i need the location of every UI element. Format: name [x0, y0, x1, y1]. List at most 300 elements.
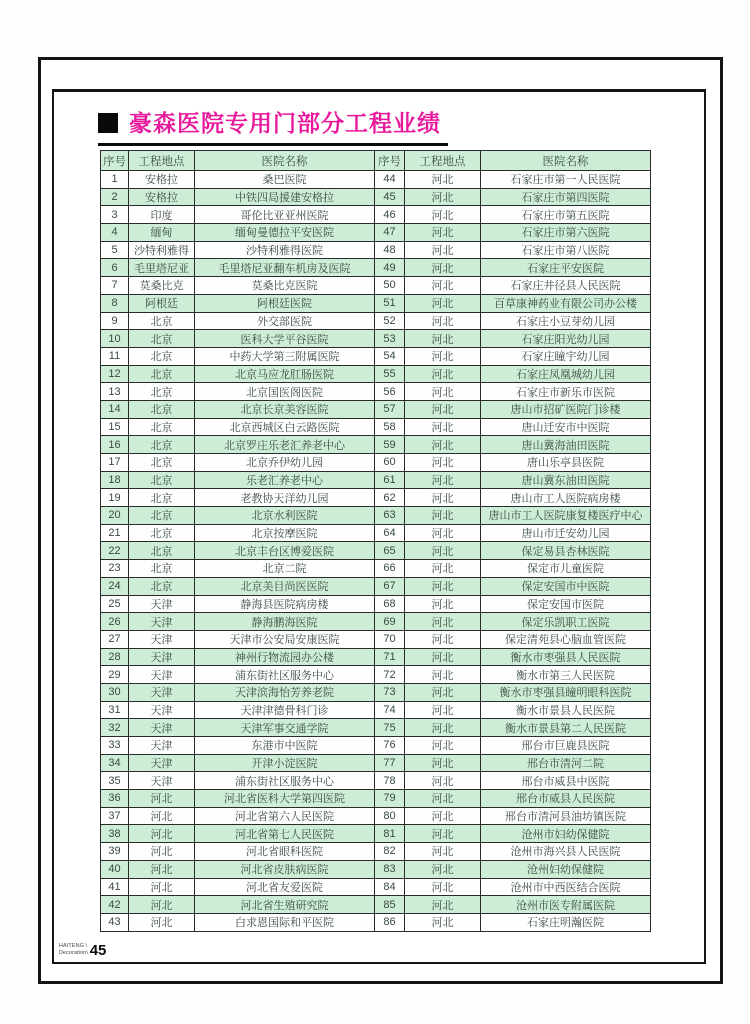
cell-no-right: 85: [375, 896, 405, 914]
table-row: [101, 542, 651, 560]
cell-no-left: 36: [101, 790, 129, 808]
table-row: [101, 524, 651, 542]
cell-location-right: 河北: [405, 383, 481, 401]
cell-location-right: 河北: [405, 630, 481, 648]
cell-no-left: 37: [101, 807, 129, 825]
cell-hospital-left: 开津小淀医院: [195, 754, 375, 772]
table-row: [101, 259, 651, 277]
cell-location-left: 北京: [129, 507, 195, 525]
table-row: [101, 701, 651, 719]
cell-hospital-left: 北京按摩医院: [195, 524, 375, 542]
cell-no-right: 47: [375, 224, 405, 242]
table-row: [101, 436, 651, 454]
cell-no-right: 69: [375, 613, 405, 631]
cell-no-left: 9: [101, 312, 129, 330]
cell-no-right: 51: [375, 294, 405, 312]
cell-location-right: 河北: [405, 489, 481, 507]
cell-location-right: 河北: [405, 507, 481, 525]
cell-no-left: 24: [101, 577, 129, 595]
inner-border-frame: [52, 89, 706, 964]
cell-hospital-right: 衡水市景县人民医院: [481, 701, 651, 719]
cell-hospital-right: 沧州妇幼保健院: [481, 860, 651, 878]
cell-location-left: 天津: [129, 719, 195, 737]
col-header-location-left: 工程地点: [129, 151, 195, 171]
cell-location-left: 北京: [129, 330, 195, 348]
table-row: [101, 825, 651, 843]
cell-no-left: 15: [101, 418, 129, 436]
cell-hospital-left: 北京长京美容医院: [195, 400, 375, 418]
cell-hospital-right: 沧州市妇幼保健院: [481, 825, 651, 843]
table-row: [101, 507, 651, 525]
cell-location-right: 河北: [405, 347, 481, 365]
cell-no-right: 67: [375, 577, 405, 595]
cell-no-right: 50: [375, 277, 405, 295]
cell-location-right: 河北: [405, 560, 481, 578]
cell-location-left: 毛里塔尼亚: [129, 259, 195, 277]
table-row: [101, 454, 651, 472]
cell-no-right: 60: [375, 454, 405, 472]
cell-location-right: 河北: [405, 206, 481, 224]
cell-hospital-right: 百草康神药业有限公司办公楼: [481, 294, 651, 312]
cell-hospital-right: 石家庄瞳宇幼儿园: [481, 347, 651, 365]
cell-hospital-left: 天津军事交通学院: [195, 719, 375, 737]
cell-hospital-right: 石家庄市第八医院: [481, 241, 651, 259]
cell-location-right: 河北: [405, 878, 481, 896]
cell-hospital-right: 唐山市工人医院病房楼: [481, 489, 651, 507]
cell-location-left: 北京: [129, 418, 195, 436]
cell-location-right: 河北: [405, 436, 481, 454]
cell-no-right: 65: [375, 542, 405, 560]
cell-no-left: 33: [101, 737, 129, 755]
cell-hospital-right: 石家庄市第六医院: [481, 224, 651, 242]
cell-location-right: 河北: [405, 171, 481, 189]
cell-location-right: 河北: [405, 825, 481, 843]
cell-no-left: 41: [101, 878, 129, 896]
table-row: [101, 807, 651, 825]
cell-location-right: 河北: [405, 312, 481, 330]
cell-location-right: 河北: [405, 542, 481, 560]
cell-no-right: 58: [375, 418, 405, 436]
table-row: [101, 188, 651, 206]
cell-no-right: 49: [375, 259, 405, 277]
col-header-hospital-left: 医院名称: [195, 151, 375, 171]
cell-hospital-left: 缅甸曼德拉平安医院: [195, 224, 375, 242]
table-row: [101, 560, 651, 578]
cell-no-left: 29: [101, 666, 129, 684]
cell-hospital-right: 邢台市威县中医院: [481, 772, 651, 790]
cell-no-left: 11: [101, 347, 129, 365]
cell-hospital-right: 石家庄市新乐市医院: [481, 383, 651, 401]
cell-no-right: 62: [375, 489, 405, 507]
cell-location-left: 北京: [129, 577, 195, 595]
cell-no-left: 13: [101, 383, 129, 401]
cell-no-left: 30: [101, 683, 129, 701]
table-row: [101, 400, 651, 418]
cell-no-left: 34: [101, 754, 129, 772]
cell-hospital-left: 浦东街社区服务中心: [195, 666, 375, 684]
cell-no-left: 23: [101, 560, 129, 578]
cell-location-right: 河北: [405, 241, 481, 259]
cell-location-left: 北京: [129, 542, 195, 560]
table-row: [101, 683, 651, 701]
cell-location-right: 河北: [405, 913, 481, 931]
table-row: [101, 365, 651, 383]
cell-hospital-left: 中药大学第三附属医院: [195, 347, 375, 365]
cell-location-left: 河北: [129, 843, 195, 861]
cell-no-left: 39: [101, 843, 129, 861]
cell-hospital-right: 唐山乐亭县医院: [481, 454, 651, 472]
page-title: 豪森医院专用门部分工程业绩: [129, 110, 441, 136]
cell-no-right: 53: [375, 330, 405, 348]
cell-hospital-right: 石家庄平安医院: [481, 259, 651, 277]
cell-location-right: 河北: [405, 294, 481, 312]
cell-no-left: 43: [101, 913, 129, 931]
page-footer: [58, 943, 106, 957]
cell-location-right: 河北: [405, 524, 481, 542]
cell-no-right: 86: [375, 913, 405, 931]
cell-hospital-right: 衡水市景县第二人民医院: [481, 719, 651, 737]
cell-hospital-left: 河北省眼科医院: [195, 843, 375, 861]
cell-location-left: 天津: [129, 648, 195, 666]
cell-no-left: 12: [101, 365, 129, 383]
cell-hospital-right: 唐山冀东油田医院: [481, 471, 651, 489]
cell-location-left: 河北: [129, 913, 195, 931]
cell-location-right: 河北: [405, 737, 481, 755]
cell-location-left: 莫桑比克: [129, 277, 195, 295]
col-header-no-right: 序号: [375, 151, 405, 171]
cell-hospital-left: 北京马应龙肛肠医院: [195, 365, 375, 383]
cell-location-left: 北京: [129, 365, 195, 383]
brand-mark: [59, 943, 88, 956]
outer-border-frame: [38, 57, 723, 984]
cell-no-right: 78: [375, 772, 405, 790]
cell-location-right: 河北: [405, 860, 481, 878]
cell-location-right: 河北: [405, 365, 481, 383]
cell-hospital-right: 保定乐凯职工医院: [481, 613, 651, 631]
cell-location-right: 河北: [405, 330, 481, 348]
cell-hospital-right: 唐山市工人医院康复楼医疗中心: [481, 507, 651, 525]
cell-hospital-right: 沧州市医专附属医院: [481, 896, 651, 914]
cell-hospital-right: 衡水市第三人民医院: [481, 666, 651, 684]
table-row: [101, 843, 651, 861]
table-row: [101, 277, 651, 295]
cell-location-left: 河北: [129, 825, 195, 843]
cell-hospital-right: 唐山市迁安幼儿园: [481, 524, 651, 542]
table-row: [101, 772, 651, 790]
cell-location-left: 北京: [129, 524, 195, 542]
cell-location-right: 河北: [405, 595, 481, 613]
cell-no-left: 18: [101, 471, 129, 489]
cell-hospital-right: 保定市儿童医院: [481, 560, 651, 578]
cell-location-left: 北京: [129, 436, 195, 454]
col-header-location-right: 工程地点: [405, 151, 481, 171]
brand-line1: HAITENG \: [58, 943, 88, 950]
cell-location-left: 北京: [129, 560, 195, 578]
cell-hospital-left: 桑巴医院: [195, 171, 375, 189]
cell-location-right: 河北: [405, 807, 481, 825]
cell-hospital-right: 石家庄小豆芽幼儿园: [481, 312, 651, 330]
table-row: [101, 294, 651, 312]
cell-location-right: 河北: [405, 648, 481, 666]
cell-location-right: 河北: [405, 843, 481, 861]
page-number: 45: [89, 942, 107, 959]
cell-no-right: 82: [375, 843, 405, 861]
cell-location-right: 河北: [405, 259, 481, 277]
cell-no-right: 57: [375, 400, 405, 418]
cell-no-left: 42: [101, 896, 129, 914]
brand-line2: Decoration\: [58, 950, 88, 956]
cell-no-left: 10: [101, 330, 129, 348]
cell-location-left: 北京: [129, 383, 195, 401]
cell-no-right: 54: [375, 347, 405, 365]
cell-no-left: 17: [101, 454, 129, 472]
cell-no-right: 48: [375, 241, 405, 259]
table-row: [101, 913, 651, 931]
cell-hospital-left: 北京国医阁医院: [195, 383, 375, 401]
cell-location-right: 河北: [405, 188, 481, 206]
cell-hospital-left: 阿根廷医院: [195, 294, 375, 312]
cell-hospital-left: 外交部医院: [195, 312, 375, 330]
cell-hospital-right: 邢台市巨鹿县医院: [481, 737, 651, 755]
cell-location-left: 天津: [129, 701, 195, 719]
cell-no-left: 8: [101, 294, 129, 312]
cell-location-right: 河北: [405, 613, 481, 631]
table-body: [101, 171, 651, 932]
cell-location-left: 北京: [129, 400, 195, 418]
cell-location-right: 河北: [405, 454, 481, 472]
cell-no-right: 45: [375, 188, 405, 206]
cell-location-right: 河北: [405, 666, 481, 684]
cell-no-left: 28: [101, 648, 129, 666]
cell-no-left: 14: [101, 400, 129, 418]
cell-location-right: 河北: [405, 719, 481, 737]
cell-no-right: 68: [375, 595, 405, 613]
cell-location-right: 河北: [405, 701, 481, 719]
cell-no-right: 72: [375, 666, 405, 684]
cell-location-left: 河北: [129, 807, 195, 825]
cell-hospital-left: 北京乔伊幼儿园: [195, 454, 375, 472]
cell-hospital-left: 沙特利雅得医院: [195, 241, 375, 259]
table-row: [101, 312, 651, 330]
cell-location-left: 天津: [129, 754, 195, 772]
cell-no-right: 56: [375, 383, 405, 401]
cell-hospital-left: 医科大学平谷医院: [195, 330, 375, 348]
cell-no-left: 19: [101, 489, 129, 507]
cell-location-left: 天津: [129, 737, 195, 755]
cell-location-left: 北京: [129, 471, 195, 489]
cell-no-right: 79: [375, 790, 405, 808]
cell-hospital-left: 浦东街社区服务中心: [195, 772, 375, 790]
cell-location-left: 天津: [129, 772, 195, 790]
cell-location-left: 安格拉: [129, 188, 195, 206]
cell-location-left: 印度: [129, 206, 195, 224]
cell-no-right: 63: [375, 507, 405, 525]
cell-location-left: 河北: [129, 860, 195, 878]
cell-hospital-right: 保定清苑县心脑血管医院: [481, 630, 651, 648]
cell-hospital-left: 白求恩国际和平医院: [195, 913, 375, 931]
cell-hospital-left: 天津滨海怡芳养老院: [195, 683, 375, 701]
cell-location-left: 天津: [129, 613, 195, 631]
cell-no-right: 71: [375, 648, 405, 666]
cell-no-right: 70: [375, 630, 405, 648]
cell-no-right: 59: [375, 436, 405, 454]
table-row: [101, 347, 651, 365]
table-row: [101, 224, 651, 242]
cell-hospital-left: 河北省第六人民医院: [195, 807, 375, 825]
cell-no-left: 27: [101, 630, 129, 648]
cell-location-right: 河北: [405, 577, 481, 595]
cell-location-left: 天津: [129, 666, 195, 684]
cell-no-right: 66: [375, 560, 405, 578]
cell-no-left: 16: [101, 436, 129, 454]
cell-location-right: 河北: [405, 418, 481, 436]
table-row: [101, 613, 651, 631]
table-row: [101, 383, 651, 401]
table-row: [101, 754, 651, 772]
cell-location-right: 河北: [405, 790, 481, 808]
cell-hospital-left: 北京二院: [195, 560, 375, 578]
cell-hospital-right: 邢台市威县人民医院: [481, 790, 651, 808]
cell-location-left: 北京: [129, 312, 195, 330]
table-row: [101, 595, 651, 613]
cell-location-left: 河北: [129, 878, 195, 896]
cell-location-left: 北京: [129, 347, 195, 365]
cell-hospital-left: 中铁四局援建安格拉: [195, 188, 375, 206]
cell-location-left: 天津: [129, 630, 195, 648]
cell-no-right: 61: [375, 471, 405, 489]
cell-location-left: 阿根廷: [129, 294, 195, 312]
cell-hospital-left: 莫桑比克医院: [195, 277, 375, 295]
table-row: [101, 418, 651, 436]
cell-no-right: 46: [375, 206, 405, 224]
cell-no-left: 4: [101, 224, 129, 242]
cell-no-right: 52: [375, 312, 405, 330]
cell-no-left: 35: [101, 772, 129, 790]
cell-location-right: 河北: [405, 754, 481, 772]
cell-no-left: 26: [101, 613, 129, 631]
cell-location-right: 河北: [405, 224, 481, 242]
cell-no-right: 74: [375, 701, 405, 719]
cell-location-left: 天津: [129, 683, 195, 701]
cell-hospital-right: 保定易县杏林医院: [481, 542, 651, 560]
cell-location-right: 河北: [405, 683, 481, 701]
cell-hospital-right: 石家庄明瀚医院: [481, 913, 651, 931]
cell-no-right: 76: [375, 737, 405, 755]
cell-location-right: 河北: [405, 400, 481, 418]
cell-hospital-left: 北京罗庄乐老汇养老中心: [195, 436, 375, 454]
cell-no-right: 73: [375, 683, 405, 701]
table-row: [101, 577, 651, 595]
table-row: [101, 666, 651, 684]
cell-hospital-right: 石家庄市第四医院: [481, 188, 651, 206]
cell-hospital-left: 乐老汇养老中心: [195, 471, 375, 489]
cell-hospital-left: 河北省皮肤病医院: [195, 860, 375, 878]
cell-hospital-right: 石家庄阳光幼儿园: [481, 330, 651, 348]
cell-hospital-right: 石家庄市第五医院: [481, 206, 651, 224]
table-row: [101, 206, 651, 224]
cell-hospital-left: 天津市公安局安康医院: [195, 630, 375, 648]
table-row: [101, 737, 651, 755]
cell-location-left: 缅甸: [129, 224, 195, 242]
cell-location-left: 沙特利雅得: [129, 241, 195, 259]
table-header-row: [101, 151, 651, 171]
cell-no-right: 80: [375, 807, 405, 825]
cell-hospital-left: 东港市中医院: [195, 737, 375, 755]
cell-hospital-left: 天津津德骨科门诊: [195, 701, 375, 719]
table-row: [101, 489, 651, 507]
table-row: [101, 860, 651, 878]
cell-no-left: 21: [101, 524, 129, 542]
cell-no-left: 22: [101, 542, 129, 560]
cell-location-right: 河北: [405, 471, 481, 489]
cell-location-right: 河北: [405, 772, 481, 790]
table-row: [101, 719, 651, 737]
cell-hospital-left: 老教协天洋幼儿园: [195, 489, 375, 507]
cell-hospital-left: 毛里塔尼亚翻车机房及医院: [195, 259, 375, 277]
cell-hospital-right: 保定安国市医院: [481, 595, 651, 613]
cell-no-right: 77: [375, 754, 405, 772]
table-row: [101, 878, 651, 896]
cell-hospital-right: 石家庄井径县人民医院: [481, 277, 651, 295]
table-row: [101, 330, 651, 348]
table-row: [101, 471, 651, 489]
cell-location-right: 河北: [405, 896, 481, 914]
cell-hospital-left: 河北省医科大学第四医院: [195, 790, 375, 808]
cell-no-left: 3: [101, 206, 129, 224]
cell-hospital-left: 静海鹏海医院: [195, 613, 375, 631]
cell-no-left: 1: [101, 171, 129, 189]
cell-no-right: 83: [375, 860, 405, 878]
performance-table: [100, 150, 651, 932]
cell-no-right: 81: [375, 825, 405, 843]
cell-no-right: 55: [375, 365, 405, 383]
cell-hospital-left: 北京美目尚医医院: [195, 577, 375, 595]
cell-hospital-right: 衡水市枣强县人民医院: [481, 648, 651, 666]
cell-no-left: 20: [101, 507, 129, 525]
cell-hospital-right: 衡水市枣强县瞳明眼科医院: [481, 683, 651, 701]
cell-no-right: 64: [375, 524, 405, 542]
table-row: [101, 171, 651, 189]
cell-hospital-left: 静海县医院病房楼: [195, 595, 375, 613]
cell-hospital-right: 邢台市清河县油坊镇医院: [481, 807, 651, 825]
cell-hospital-left: 哥伦比亚亚州医院: [195, 206, 375, 224]
cell-hospital-right: 唐山迁安市中医院: [481, 418, 651, 436]
col-header-hospital-right: 医院名称: [481, 151, 651, 171]
cell-hospital-right: 沧州市海兴县人民医院: [481, 843, 651, 861]
cell-hospital-left: 河北省生殖研究院: [195, 896, 375, 914]
cell-no-left: 6: [101, 259, 129, 277]
table-row: [101, 630, 651, 648]
cell-hospital-right: 唐山市招矿医院门诊楼: [481, 400, 651, 418]
cell-location-left: 北京: [129, 454, 195, 472]
cell-hospital-right: 石家庄市第一人民医院: [481, 171, 651, 189]
cell-hospital-right: 邢台市清河二院: [481, 754, 651, 772]
table-row: [101, 896, 651, 914]
cell-no-left: 32: [101, 719, 129, 737]
cell-hospital-right: 唐山冀海油田医院: [481, 436, 651, 454]
col-header-no-left: 序号: [101, 151, 129, 171]
cell-hospital-right: 石家庄凤凰城幼儿园: [481, 365, 651, 383]
cell-location-left: 北京: [129, 489, 195, 507]
cell-no-right: 84: [375, 878, 405, 896]
cell-no-left: 25: [101, 595, 129, 613]
cell-location-right: 河北: [405, 277, 481, 295]
cell-no-right: 75: [375, 719, 405, 737]
cell-no-left: 7: [101, 277, 129, 295]
section-title-block: [98, 105, 448, 146]
cell-location-left: 安格拉: [129, 171, 195, 189]
cell-no-left: 2: [101, 188, 129, 206]
